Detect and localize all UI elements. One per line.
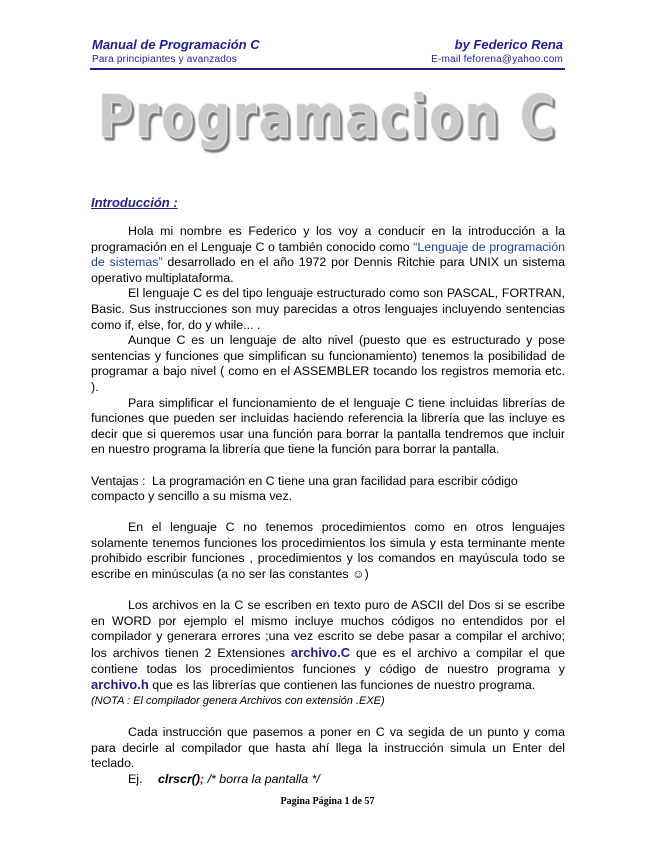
page-footer: Pagina Página 1 de 57 [280,796,375,807]
ventajas-row [91,474,565,490]
paragraph-text: desarrollado en el año 1972 por Dennis Ritchie para UNIX un sistema operativo multiplataforma. [91,255,565,285]
paragraph-text: que es el archivo a compilar el que contiene todas los procedimientos funciones y código de nuestro programa y [91,646,566,676]
example-label: Ej. [128,771,143,786]
header-left-title: Manual de Programación C [92,37,260,52]
section-heading: Introducción : [91,195,178,210]
language-nickname: “Lenguaje de programación de sistemas” [91,239,565,270]
example-line [91,772,565,788]
ventajas-continuation: compacto y sencillo a su misma vez. [91,489,293,504]
paragraph-libraries: Para simplificar el funcionamiento de el lenguaje C tiene incluidas librerías de funciones que pueden ser incluidas haciendo referencia la librería que las incluye es decir que si queremos usar una función para borrar la pantalla tendremos que incluir en nuestro programa la librería que tiene la función para borrar la pantalla. [91,395,565,457]
ventajas-text: La programación en C tiene una gran facilidad para escribir código [152,473,518,488]
compiler-note: (NOTA : El compilador genera Archivos con extensión .EXE) [91,694,385,707]
example-comment: /* borra la pantalla */ [204,771,320,786]
header-right-title: by Federico Rena [454,37,563,52]
header-right-subtitle: E-mail feforena@yahoo.com [431,54,563,65]
paragraph-functions: En el lenguaje C no tenemos procedimientos como en otros lenguajes solamente tenemos funciones los procedimientos los simula y esta terminante mente prohibido escribir funciones , procedimientos y los comandos en mayúscula todo se escribe en minúsculas (a no ser las constantes ☺) [91,520,565,582]
paragraph-text: Los archivos en la C se escriben en texto puro de ASCII del Dos si se escribe en WORD por ejemplo el mismo incluye muchos códigos no entendidos por el compilador y generara errores ;una vez escrito se debe pasar a compilar el archivo; los archivos tienen 2 Extensiones [91,598,565,661]
ventajas-label: Ventajas : [91,473,146,488]
paragraph-text: Hola mi nombre es Federico y los voy a conducir en la introducción a la programación en el Lenguaje C o también conocido como [91,224,565,254]
paragraph-files [91,598,565,694]
paragraph-structured: El lenguaje C es del tipo lenguaje estructurado como son PASCAL, FORTRAN, Basic. Sus instrucciones son muy parecidas a otros lenguajes incluyendo sentencias como if, else, for, do y while... . [91,286,565,332]
example-code: clrscr() [158,771,201,786]
page-title: Programacion C [97,82,558,150]
header-left-subtitle: Para principiantes y avanzados [92,54,237,65]
paragraph-text: que es las librerías que contienen las funciones de nuestro programa. [148,678,536,693]
document-body [91,224,565,787]
file-h-name: archivo.h [91,677,149,693]
paragraph-semicolon: Cada instrucción que pasemos a poner en C va segida de un punto y coma para decirle al compilador que hasta ahí llega la instrucción simula un Enter del teclado. [91,725,565,771]
paragraph-intro [91,224,565,286]
file-c-name: archivo.C [290,645,351,661]
example-semicolon: ; [200,771,205,786]
paragraph-level: Aunque C es un lenguaje de alto nivel (puesto que es estructurado y pose sentencias y funciones que simplifican su funcionamiento) tenemos la posibilidad de programar a bajo nivel ( como en el ASSEMBLER tocando los registros memoria etc. ). [91,333,565,394]
header-divider [90,68,565,70]
